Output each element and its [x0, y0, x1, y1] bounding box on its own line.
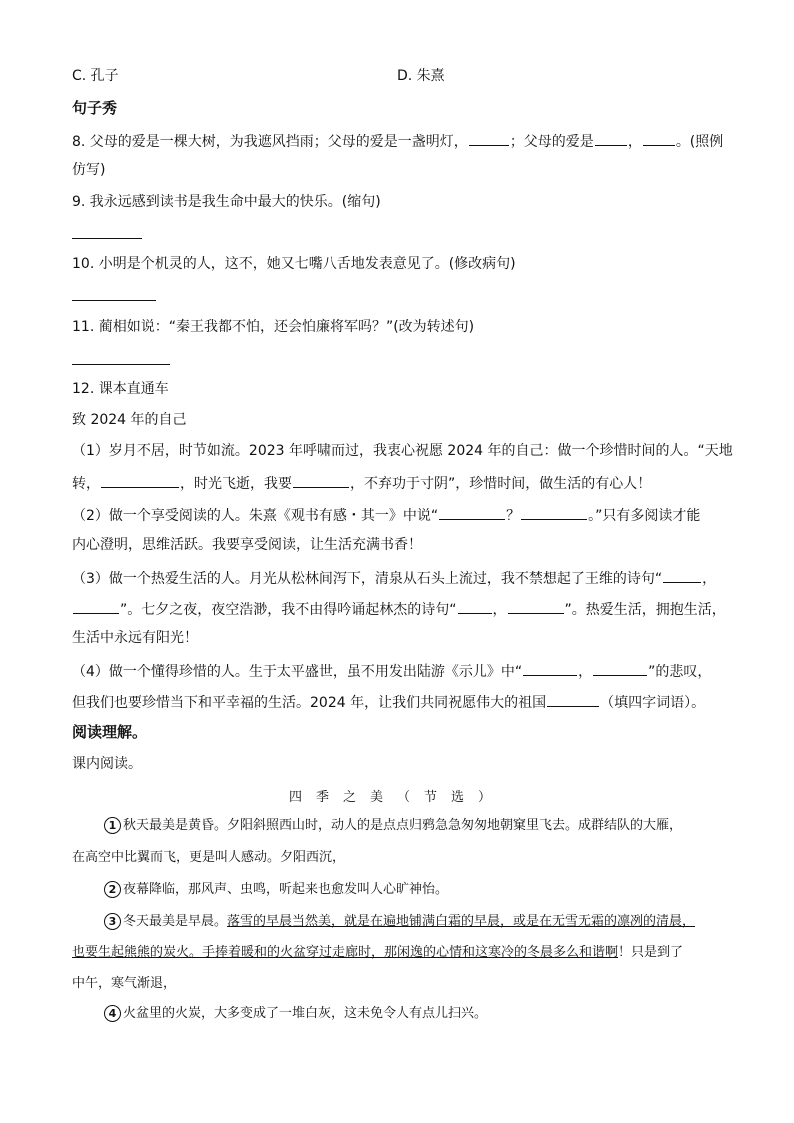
passage-para4 — [104, 1004, 487, 1024]
paragraph-number-1: 1 — [104, 817, 121, 834]
q12-text: ”。七夕之夜，夜空浩渺，我不由得吟诵起林杰的诗句“ — [120, 602, 457, 618]
answer-blank[interactable] — [439, 504, 505, 520]
q12-text: ”的悲叹， — [648, 664, 712, 680]
q12-text: ？ — [506, 508, 521, 524]
answer-blank[interactable] — [458, 598, 492, 614]
answer-blank[interactable] — [663, 567, 701, 583]
section-inclass-heading: 课内阅读。 — [72, 756, 142, 772]
q12-text: （3）做一个热爱生活的人。月光从松林间泻下，清泉从石头上流过，我不禁想起了王维的诗句“ — [72, 571, 663, 587]
q12-text: ，不弃功于寸阴”，珍惜时间，做生活的有心人！ — [350, 476, 652, 492]
q12-part3-line3: 生活中永远有阳光！ — [72, 630, 198, 646]
passage-para1-line1 — [104, 816, 682, 836]
answer-blank[interactable] — [521, 504, 587, 520]
answer-blank[interactable] — [469, 130, 509, 146]
q12-text: （2）做一个享受阅读的人。朱熹《观书有感・其一》中说“ — [72, 508, 439, 524]
q12-text: ， — [702, 571, 717, 587]
q12-part2-line1 — [72, 504, 700, 526]
passage-para2 — [104, 880, 448, 900]
q12-text: 。”只有多阅读才能 — [588, 508, 701, 524]
answer-blank[interactable] — [595, 130, 627, 146]
section-reading-heading: 阅读理解。 — [72, 723, 148, 741]
answer-blank[interactable] — [293, 472, 349, 488]
passage-para1-line2: 在高空中比翼而飞，更是叫人感动。夕阳西沉， — [72, 850, 346, 865]
question-12-title: 12. 课本直通车 — [72, 381, 169, 397]
passage-para3-line2 — [72, 943, 683, 963]
q12-text: ， — [578, 664, 593, 680]
section-sentences-heading: 句子秀 — [72, 99, 118, 117]
question-12-subtitle: 致 2024 年的自己 — [72, 412, 187, 428]
passage-text: 秋天最美是黄昏。夕阳斜照西山时，动人的是点点归鸦急急匆匆地朝窠里飞去。成群结队的大雁， — [123, 818, 683, 833]
answer-blank[interactable] — [73, 598, 119, 614]
q12-part3-line1 — [72, 567, 716, 589]
passage-text: 夜幕降临，那风声、虫鸣，听起来也愈发叫人心旷神怡。 — [123, 882, 449, 897]
q12-part4-line2 — [72, 691, 705, 713]
paragraph-number-2: 2 — [104, 881, 121, 898]
passage-text: ！只是到了 — [618, 945, 684, 960]
q8-text-d: 。(照例 — [675, 134, 724, 150]
passage-text: 冬天最美是早晨。 — [123, 914, 228, 929]
q12-text: 但我们也要珍惜当下和平幸福的生活。2024 年，让我们共同祝愿伟大的祖国 — [72, 695, 547, 711]
q12-part2-line2: 内心澄明，思维活跃。我要享受阅读，让生活充满书香！ — [72, 537, 422, 553]
question-8 — [72, 130, 723, 152]
passage-para3-line1 — [104, 912, 695, 932]
passage-underlined-text: 落雪的早晨当然美，就是在遍地铺满白霜的早晨，或是在无雪无霜的凛冽的清晨， — [227, 914, 696, 929]
answer-blank[interactable] — [547, 691, 599, 707]
answer-line-9[interactable] — [72, 238, 142, 239]
q12-text: ”。热爱生活，拥抱生活， — [564, 602, 726, 618]
question-9: 9. 我永远感到读书是我生命中最大的快乐。(缩句) — [72, 194, 381, 210]
q12-part3-line2 — [72, 598, 726, 620]
passage-title: 四季之美（节选） — [288, 790, 505, 805]
passage-underlined-text: 也要生起熊熊的炭火。手捧着暖和的火盆穿过走廊时，那闲逸的心情和这寒冷的冬晨多么和谐啊 — [72, 945, 619, 960]
q8-continued: 仿写) — [72, 162, 106, 178]
q8-text-c: ， — [627, 134, 642, 150]
option-d: D. 朱熹 — [397, 68, 445, 84]
answer-blank[interactable] — [508, 598, 564, 614]
q12-part4-line1 — [72, 660, 711, 682]
q8-text-a: 8. 父母的爱是一棵大树，为我遮风挡雨；父母的爱是一盏明灯， — [72, 134, 468, 150]
answer-blank[interactable] — [523, 660, 577, 676]
paragraph-number-4: 4 — [104, 1005, 121, 1022]
answer-blank[interactable] — [593, 660, 647, 676]
passage-para3-line3: 中午，寒气渐退， — [72, 976, 177, 991]
question-11: 11. 蔺相如说：“秦王我都不怕，还会怕廉将军吗？”(改为转述句) — [72, 319, 475, 335]
answer-line-11[interactable] — [72, 364, 170, 365]
q12-text: ， — [492, 602, 507, 618]
q12-text: ，时光飞逝，我要 — [180, 476, 292, 492]
q12-part1-line1: （1）岁月不居，时节如流。2023 年呼啸而过，我衷心祝愿 2024 年的自己：做一个珍惜时间的人。“天地 — [72, 443, 733, 459]
answer-line-10[interactable] — [72, 300, 156, 301]
option-c: C. 孔子 — [72, 68, 119, 84]
q8-text-b: ；父母的爱是 — [509, 134, 594, 150]
q12-part1-line2 — [72, 472, 651, 494]
q12-text: （填四字词语）。 — [600, 695, 706, 711]
passage-text: 火盆里的火炭，大多变成了一堆白灰，这未免令人有点儿扫兴。 — [123, 1006, 488, 1021]
q12-text: 转， — [72, 476, 100, 492]
answer-blank[interactable] — [101, 472, 179, 488]
answer-blank[interactable] — [643, 130, 675, 146]
question-10: 10. 小明是个机灵的人，这不，她又七嘴八舌地发表意见了。(修改病句) — [72, 256, 516, 272]
q12-text: （4）做一个懂得珍惜的人。生于太平盛世，虽不用发出陆游《示儿》中“ — [72, 664, 523, 680]
paragraph-number-3: 3 — [104, 913, 121, 930]
